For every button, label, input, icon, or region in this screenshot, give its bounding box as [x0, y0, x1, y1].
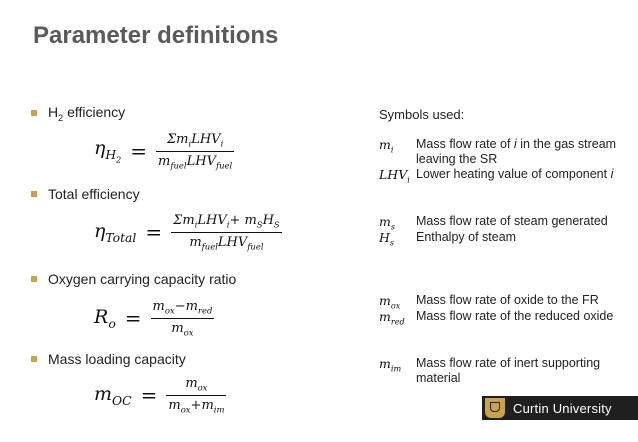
- bullet-total-efficiency: [31, 186, 140, 202]
- bullet-square-icon: [31, 276, 37, 282]
- crest-icon: [485, 398, 505, 418]
- bullet-square-icon: [31, 356, 37, 362]
- page-title: Parameter definitions: [33, 22, 279, 49]
- symbol-mox-description: Mass flow rate of oxide to the FR: [416, 293, 599, 307]
- symbol-ms-description: Mass flow rate of steam generated: [416, 214, 608, 228]
- symbol-lhvi-description: Lower heating value of component i: [416, 167, 614, 181]
- symbol-mim-description: Mass flow rate of inert supporting material: [416, 356, 601, 385]
- symbols-title: Symbols used:: [379, 107, 465, 122]
- bullet-h2-efficiency: [31, 104, 125, 123]
- bullet-oxygen-carrying-capacity-ratio: [31, 271, 236, 287]
- symbol-ms: $m_s$: [379, 214, 396, 232]
- equation-oxygen-ratio: $R_o$ = $\frac{m_{ox}-m_{red}}{m_{ox}}$: [94, 299, 213, 338]
- symbol-mox: $m_{ox}$: [379, 293, 401, 311]
- bullet-mass-loading-capacity: [31, 351, 186, 367]
- bullet-label: Total efficiency: [48, 186, 140, 202]
- bullet-label: Mass loading capacity: [48, 351, 186, 367]
- symbol-lhvi: $LHV_i$: [379, 167, 410, 185]
- bullet-square-icon: [31, 191, 37, 197]
- bullet-label: Oxygen carrying capacity ratio: [48, 271, 237, 287]
- bullet-square-icon: [31, 110, 37, 116]
- symbol-mim: $m_{im}$: [379, 356, 402, 374]
- logo-text: Curtin University: [513, 400, 612, 416]
- curtin-university-logo: [482, 396, 638, 420]
- symbol-mred-description: Mass flow rate of the reduced oxide: [416, 309, 614, 323]
- bullet-label: $H_2$ efficiency: [48, 104, 126, 123]
- symbol-hs: $H_s$: [379, 230, 395, 248]
- symbol-mi: $m_i$: [379, 137, 394, 155]
- symbol-mred: $m_{red}$: [379, 309, 405, 327]
- equation-mass-loading: $m_{OC}$ = $\frac{m_{ox}}{m_{ox}+m_{im}}$: [94, 376, 225, 415]
- equation-total-efficiency: $\eta_{Total}$ = $\frac{\Sigma m_iLHV_i+ m_SH_S}{m_{fuel}LHV_{fuel}}$: [94, 213, 280, 252]
- equation-h2-efficiency: $\eta_{H_2}$ = $\frac{\Sigma m_iLHV_i}{m_{fuel}LHV_{fuel}}$: [94, 132, 233, 171]
- symbol-mi-description: Mass flow rate of i in the gas stream leaving the SR: [416, 137, 617, 166]
- symbol-hs-description: Enthalpy of steam: [416, 230, 517, 244]
